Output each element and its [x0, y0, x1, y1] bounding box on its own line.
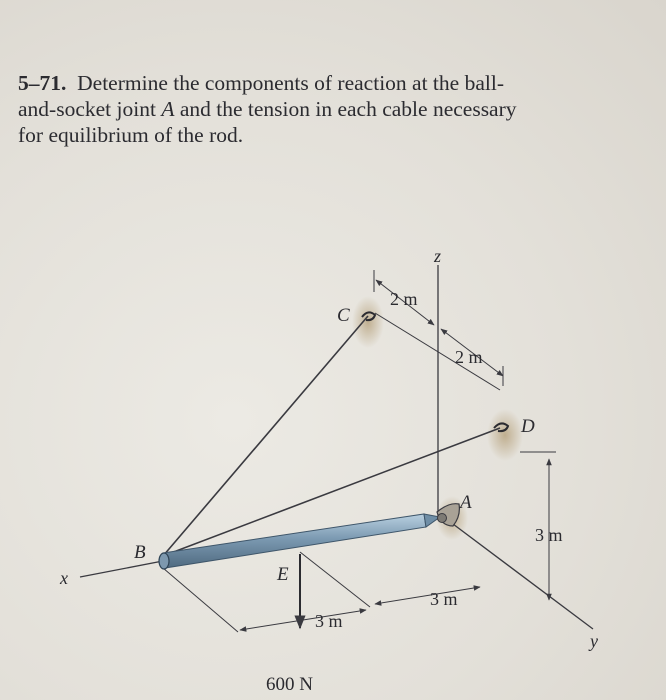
problem-var-a: A [161, 97, 175, 121]
problem-text-2b: and the tension in each cable necessary [174, 97, 517, 121]
load-label: 600 N [266, 674, 313, 695]
y-axis [445, 518, 593, 629]
dim-eb-line [240, 610, 366, 630]
problem-text-2a: and-socket joint [18, 97, 162, 121]
rod-end-b [159, 553, 169, 569]
guide-e [300, 552, 370, 607]
problem-text-1: Determine the components of reaction at the ball- [77, 71, 504, 95]
dim-d-offset-label: 2 m [455, 347, 483, 367]
point-d-label: D [521, 416, 535, 437]
dim-ae-label: 3 m [430, 589, 458, 609]
dim-c-offset-label: 2 m [390, 289, 418, 309]
point-e-label: E [277, 564, 289, 585]
axis-z-label: z [434, 246, 442, 266]
axis-y-label: y [590, 631, 598, 651]
problem-number: 5–71. [18, 71, 67, 95]
guide-b [163, 568, 238, 632]
ball-joint [438, 514, 447, 523]
support-d-shadow [487, 409, 523, 461]
cable-bc [163, 316, 368, 556]
dim-eb-label: 3 m [315, 611, 343, 631]
problem-line-3: for equilibrium of the rod. [18, 123, 244, 147]
dim-ae-line [375, 587, 480, 604]
axis-x-label: x [60, 568, 68, 588]
dim-d-height-label: 3 m [535, 525, 563, 545]
point-c-label: C [337, 305, 350, 326]
x-axis [80, 560, 168, 577]
support-c-shadow [352, 296, 384, 348]
point-b-label: B [134, 542, 146, 563]
point-a-label: A [460, 492, 472, 513]
